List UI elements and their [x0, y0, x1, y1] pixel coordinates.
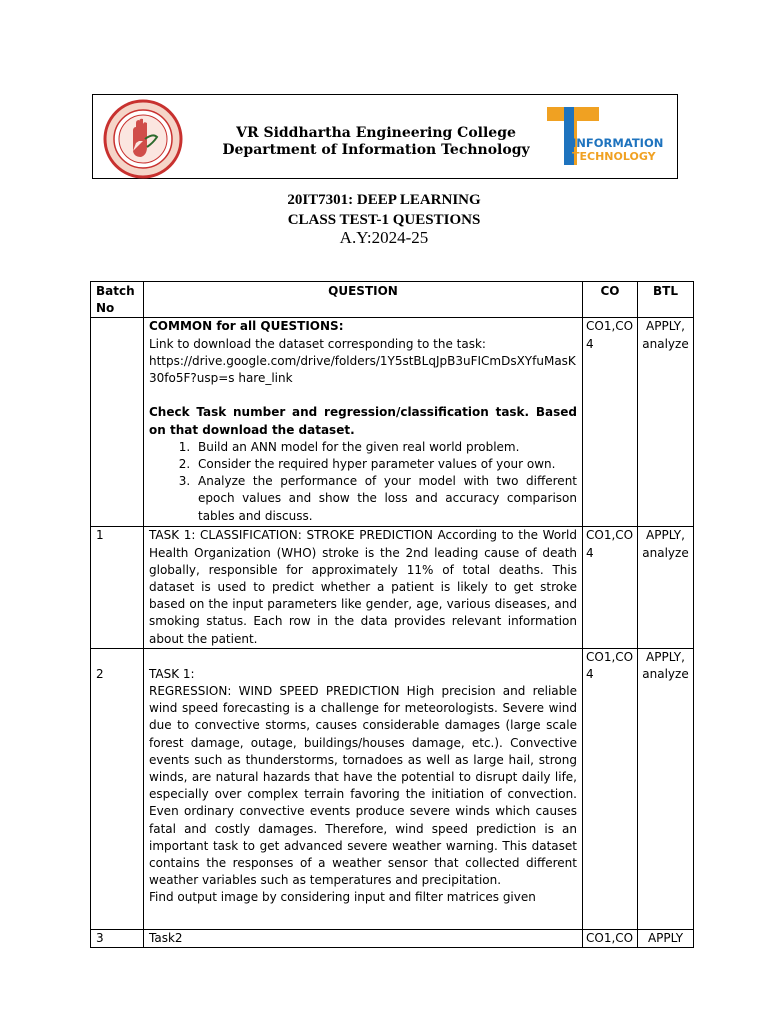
co-cell: CO1,CO4 [583, 648, 638, 929]
logo-line-technology: TECHNOLOGY [572, 150, 656, 163]
logo-line-information: INFORMATION [572, 136, 664, 150]
table-row [91, 929, 694, 947]
question-cell: TASK 1: CLASSIFICATION: STROKE PREDICTION According to the World Health Organization (WHO) stroke is the 2nd leading cause of death globally, responsible for approximately 11% of total deaths. This dataset is used to predict whether a patient is likely to get stroke based on the input parameters like gender, age, various diseases, and smoking status. Each row in the data provides relevant information about the patient. [144, 527, 583, 648]
college-name-block [211, 125, 541, 159]
questions-table [90, 281, 694, 948]
task-label: TASK 1: [149, 666, 195, 681]
link-label: Link to download the dataset corresponding to the task: [149, 336, 486, 351]
test-title: CLASS TEST-1 QUESTIONS [287, 212, 481, 228]
step-item: 1. Build an ANN model for the given real world problem. [194, 439, 577, 456]
header-btl: BTL [638, 282, 694, 318]
header-batch-no: Batch No [91, 282, 144, 318]
header-co: CO [583, 282, 638, 318]
steps-list [149, 439, 577, 525]
task-description: REGRESSION: WIND SPEED PREDICTION High precision and reliable wind speed forecasting is a challenge for meteorologists. Severe wind due to convective storms, causes considerable damages (large scale forest damage, outage, buildings/houses damage, etc.). Convective events such as thunderstorms, tornadoes as well as large hail, strong winds, are natural hazards that have the potential to disrupt daily life, especially over complex terrain favoring the initiation of convection. Even ordinary convective events produce severe winds which causes fatal and costly damages. Therefore, wind speed prediction is an important task to get advanced severe weather warning. This dataset contains the responses of a weather sensor that collected different weather variables such as temperatures and precipitation. [149, 684, 577, 888]
co-cell: CO1,CO [583, 929, 638, 947]
common-co-cell: CO1,CO4 [583, 318, 638, 527]
btl-cell: APPLY, analyze [638, 648, 694, 929]
it-department-logo [547, 107, 677, 167]
batch-cell: 2 [91, 648, 144, 929]
academic-year: A.Y:2024-25 [339, 228, 429, 247]
header-question: QUESTION [144, 282, 583, 318]
btl-cell: APPLY, analyze [638, 527, 694, 648]
table-header-row [91, 282, 694, 318]
question-cell: Task2 [144, 929, 583, 947]
department-name: Department of Information Technology [222, 142, 530, 158]
common-heading: COMMON for all QUESTIONS: [149, 319, 344, 334]
table-row [91, 648, 694, 929]
college-name: VR Siddhartha Engineering College [236, 125, 516, 141]
college-seal-logo [103, 99, 183, 179]
instruction-text: Check Task number and regression/classification task. Based on that download the dataset. [149, 405, 577, 437]
task-extra-note: Find output image by considering input and filter matrices given [149, 890, 536, 905]
batch-cell: 3 [91, 929, 144, 947]
table-row [91, 527, 694, 648]
step-item: 2. Consider the required hyper parameter values of your own. [194, 456, 577, 473]
co-cell: CO1,CO4 [583, 527, 638, 648]
question-cell [144, 648, 583, 929]
course-title: 20IT7301: DEEP LEARNING [287, 192, 481, 208]
common-question-cell [144, 318, 583, 527]
btl-cell: APPLY [638, 929, 694, 947]
common-batch-cell [91, 318, 144, 527]
table-row-common [91, 318, 694, 527]
batch-cell: 1 [91, 527, 144, 648]
dataset-link[interactable]: https://drive.google.com/drive/folders/1Y5stBLqJpB3uFICmDsXYfuMasK30fo5F?usp=s hare_link [149, 353, 576, 386]
step-item: 3. Analyze the performance of your model with two different epoch values and show the loss and accuracy comparison tables and discuss. [194, 473, 577, 525]
common-btl-cell: APPLY, analyze [638, 318, 694, 527]
header-banner [92, 94, 678, 179]
